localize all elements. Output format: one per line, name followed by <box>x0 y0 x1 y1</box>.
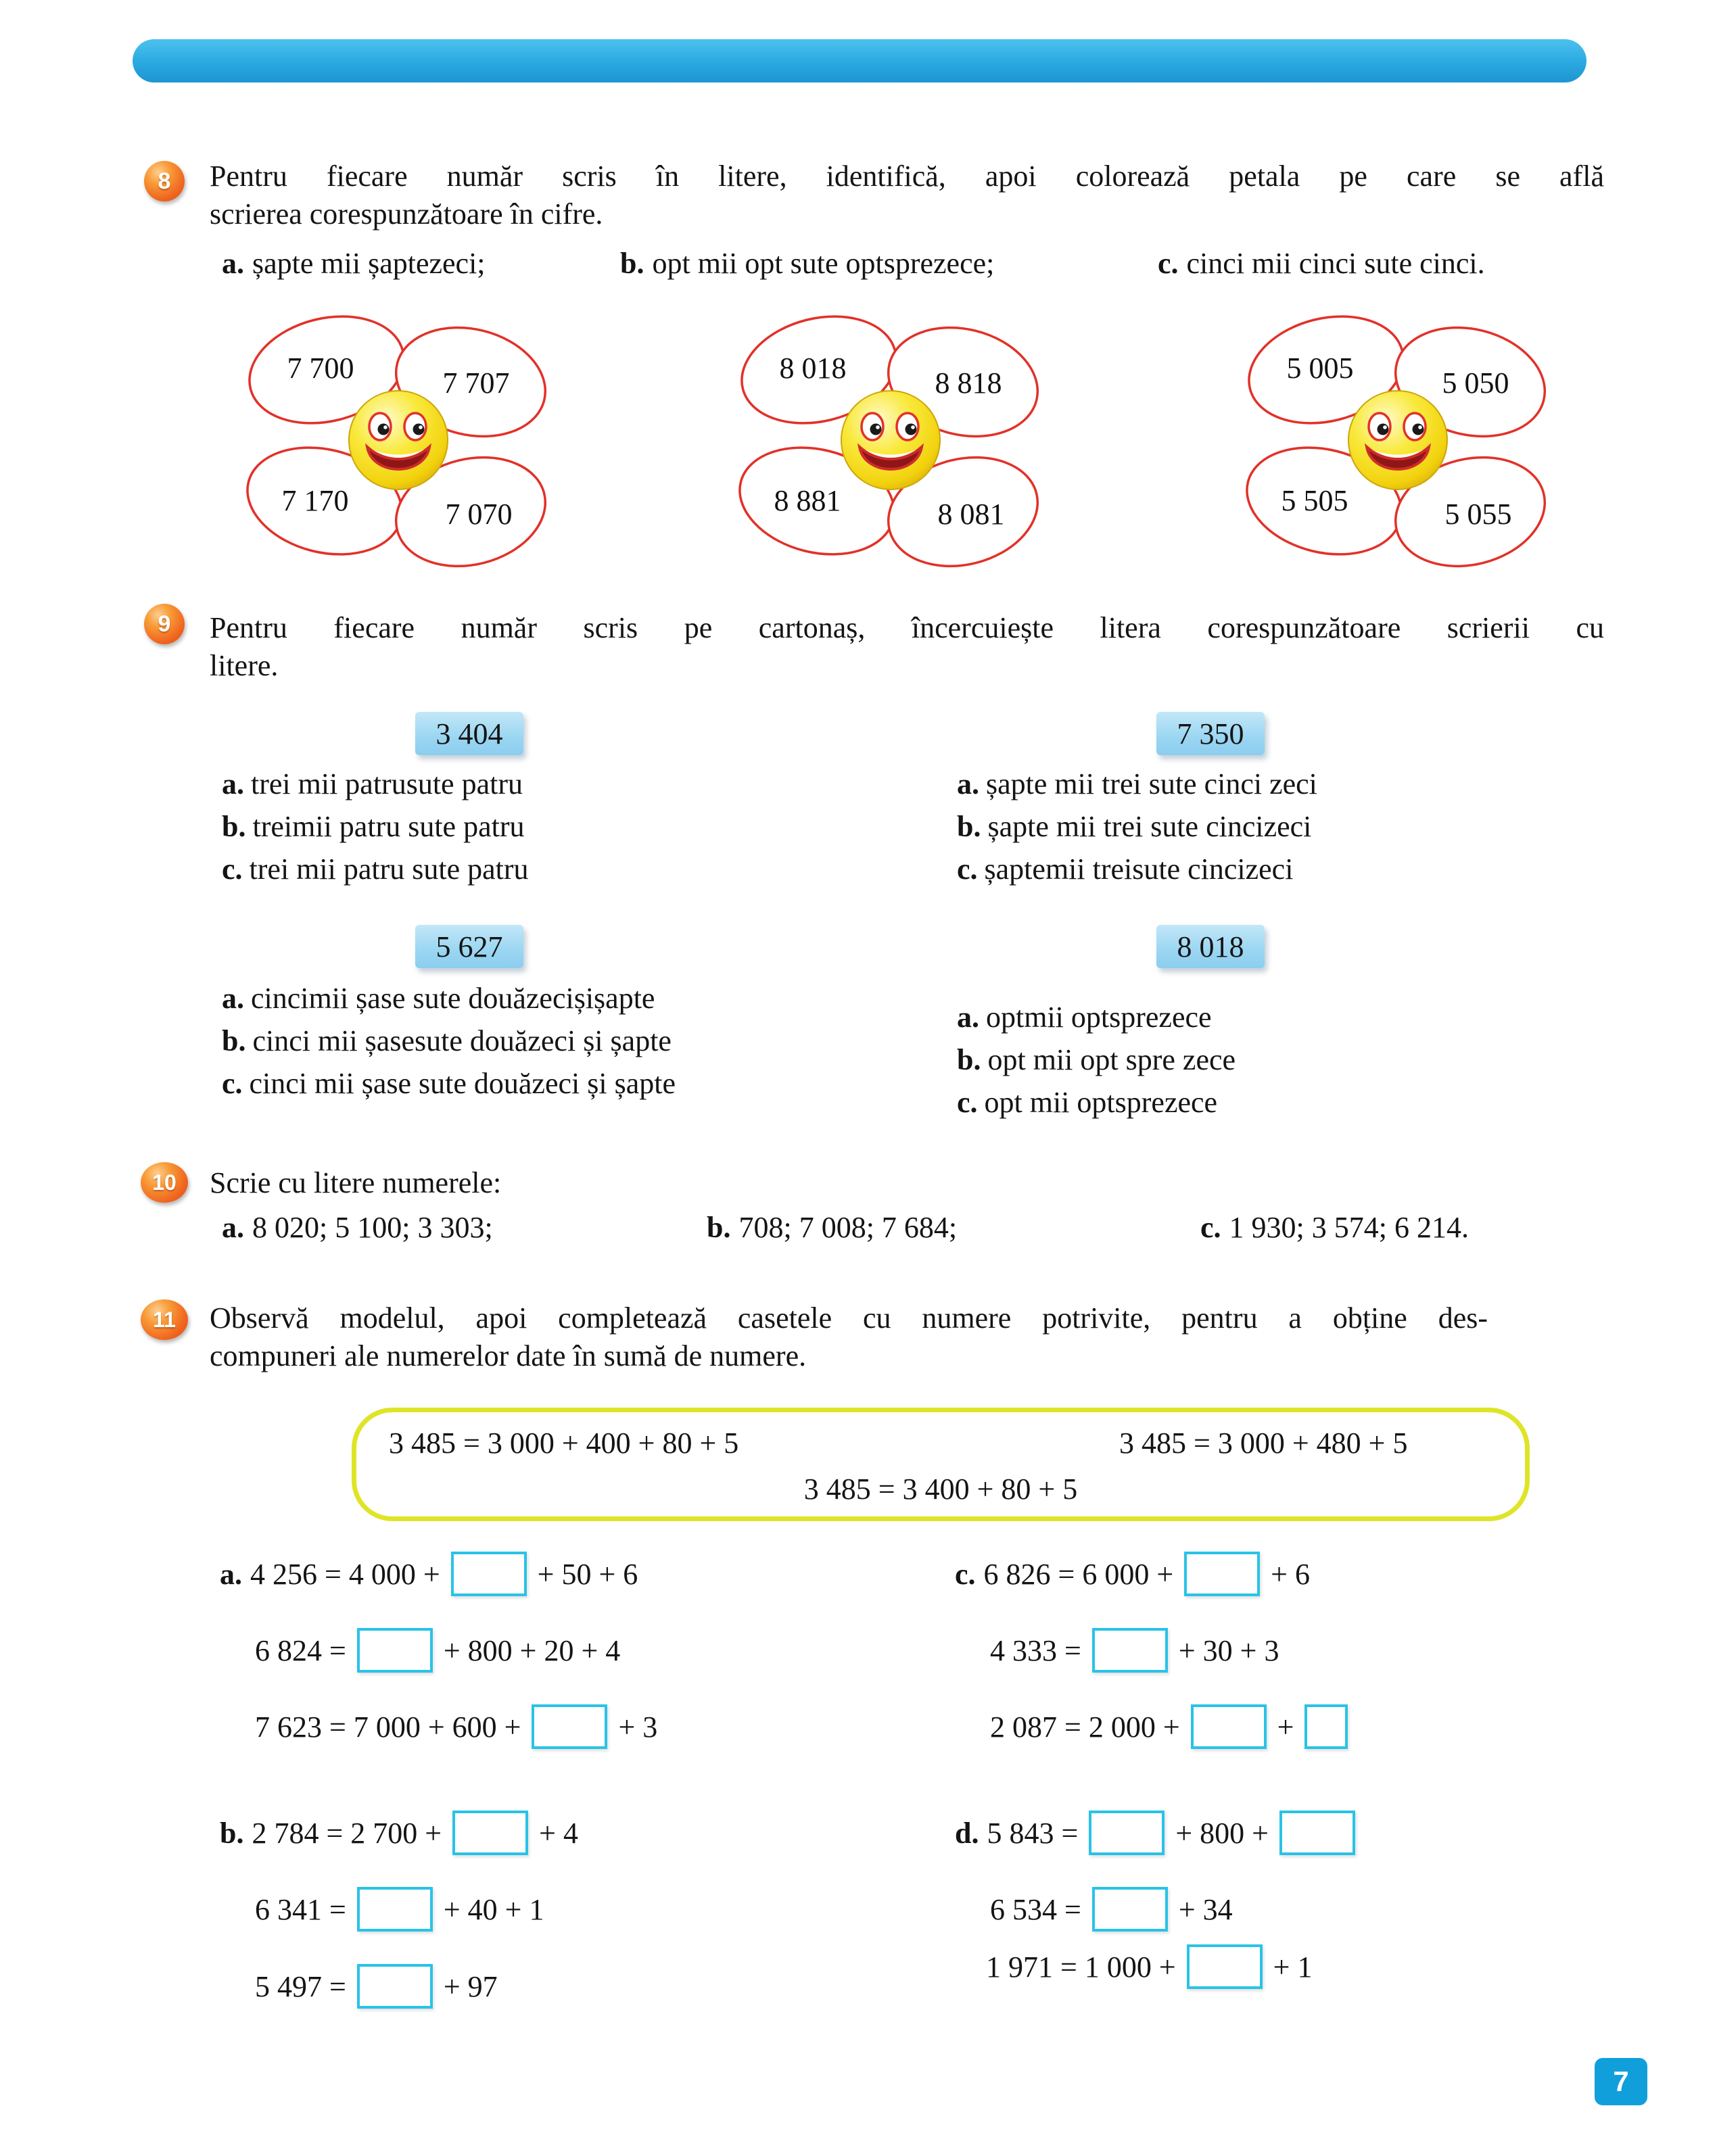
equation-row-6534: 6 534 = + 34 <box>990 1885 1233 1934</box>
equation-row-2784: b. 2 784 = 2 700 + + 4 <box>220 1808 578 1857</box>
exercise-8-item-c: c. cinci mii cinci sute cinci. <box>1158 247 1485 280</box>
equation-row-7623: 7 623 = 7 000 + 600 + + 3 <box>255 1702 657 1751</box>
flower-3 <box>1242 308 1556 578</box>
option-row: a. optmii optsprezece <box>957 1001 1212 1034</box>
petal-number: 8 818 <box>935 366 1002 400</box>
intro-line: Observă modelul, apoi completează casetele cu numere potrivite, pentru a obține des- <box>210 1301 1488 1335</box>
option-letter[interactable]: b. <box>222 1024 246 1057</box>
option-letter[interactable]: b. <box>957 1043 981 1076</box>
intro-line: scrierea corespunzătoare în cifre. <box>210 197 603 231</box>
answer-box[interactable] <box>1089 1811 1165 1855</box>
item-letter: a. <box>220 1557 242 1591</box>
exercise-10-item-a: a. 8 020; 5 100; 3 303; <box>222 1211 493 1244</box>
answer-box[interactable] <box>357 1628 433 1673</box>
option-letter[interactable]: b. <box>222 810 246 843</box>
smiley-face <box>349 391 448 489</box>
option-letter[interactable]: c. <box>957 853 978 886</box>
exercise-10-item-b: b. 708; 7 008; 7 684; <box>707 1211 958 1244</box>
model-box <box>352 1408 1530 1521</box>
intro-line: Pentru fiecare număr scris în litere, identifică, apoi colorează petala pe care se află <box>210 160 1604 193</box>
option-letter[interactable]: b. <box>957 810 981 843</box>
exercise-8-intro <box>210 158 1604 233</box>
item-letter: b. <box>220 1816 244 1850</box>
option-row: b. cinci mii șasesute douăzeci și șapte <box>222 1024 672 1057</box>
option-row: b. opt mii opt spre zece <box>957 1043 1236 1076</box>
equation-row-1971: 1 971 = 1 000 + + 1 <box>986 1942 1312 1991</box>
petal-number: 8 881 <box>774 484 841 517</box>
answer-box[interactable] <box>532 1704 607 1749</box>
exercise-8-badge: 8 <box>144 161 185 201</box>
item-letter: c. <box>1158 247 1179 280</box>
equation-row-4256: a. 4 256 = 4 000 + + 50 + 6 <box>220 1550 638 1598</box>
answer-box[interactable] <box>1304 1704 1348 1749</box>
item-letter: d. <box>955 1816 979 1850</box>
exercise-10-badge: 10 <box>141 1162 188 1203</box>
item-letter: c. <box>955 1557 976 1591</box>
petal-number: 7 170 <box>281 484 349 517</box>
answer-box[interactable] <box>357 1964 433 2009</box>
intro-line: compuneri ale numerelor date în sumă de numere. <box>210 1339 807 1372</box>
smiley-face <box>841 391 940 489</box>
option-letter[interactable]: a. <box>222 767 244 800</box>
equation-row-5497: 5 497 = + 97 <box>255 1962 498 2011</box>
option-letter[interactable]: a. <box>957 767 979 800</box>
number-card: 8 018 <box>1156 925 1265 968</box>
petal-number: 5 050 <box>1442 366 1509 400</box>
page-number: 7 <box>1595 2058 1647 2105</box>
option-row: a. trei mii patrusute patru <box>222 767 523 800</box>
equation-row-6824: 6 824 = + 800 + 20 + 4 <box>255 1626 620 1675</box>
answer-box[interactable] <box>1191 1704 1267 1749</box>
petal-number: 7 700 <box>287 352 354 385</box>
petal-number: 5 055 <box>1444 498 1512 531</box>
equation-row-6826: c. 6 826 = 6 000 + + 6 <box>955 1550 1310 1598</box>
equation-row-6341: 6 341 = + 40 + 1 <box>255 1885 544 1934</box>
petal-number: 7 707 <box>442 366 510 400</box>
item-letter: a. <box>222 1211 244 1244</box>
equation-row-4333: 4 333 = + 30 + 3 <box>990 1626 1279 1675</box>
answer-box[interactable] <box>452 1811 528 1855</box>
number-card: 5 627 <box>415 925 523 968</box>
option-row: a. șapte mii trei sute cinci zeci <box>957 767 1317 800</box>
answer-box[interactable] <box>451 1552 527 1596</box>
option-row: b. șapte mii trei sute cincizeci <box>957 810 1312 843</box>
answer-box[interactable] <box>1092 1628 1168 1673</box>
equation-row-2087: 2 087 = 2 000 + + <box>990 1702 1359 1751</box>
number-card: 7 350 <box>1156 712 1265 755</box>
answer-box[interactable] <box>1187 1944 1263 1989</box>
option-letter[interactable]: a. <box>957 1001 979 1034</box>
option-letter[interactable]: c. <box>222 853 243 886</box>
number-card: 3 404 <box>415 712 523 755</box>
equation-row-5843: d. 5 843 = + 800 + <box>955 1808 1366 1857</box>
exercise-11-badge: 11 <box>141 1299 188 1340</box>
exercise-10-item-c: c. 1 930; 3 574; 6 214. <box>1200 1211 1469 1244</box>
item-letter: a. <box>222 247 244 280</box>
flower-1 <box>242 308 557 578</box>
exercise-8-item-b: b. opt mii opt sute optsprezece; <box>620 247 995 280</box>
item-letter: c. <box>1200 1211 1221 1244</box>
answer-box[interactable] <box>1184 1552 1260 1596</box>
option-row: a. cincimii șase sute douăzecișișapte <box>222 982 655 1015</box>
petal-number: 5 005 <box>1286 352 1354 385</box>
exercise-11-intro <box>210 1299 1488 1375</box>
model-equation-left: 3 485 = 3 000 + 400 + 80 + 5 <box>389 1427 739 1460</box>
options-group-3404 <box>222 763 529 890</box>
answer-box[interactable] <box>1092 1887 1168 1932</box>
intro-line: Pentru fiecare număr scris pe cartonaș, încercuiește litera corespunzătoare scrierii cu <box>210 611 1604 644</box>
answer-box[interactable] <box>357 1887 433 1932</box>
answer-box[interactable] <box>1279 1811 1355 1855</box>
option-row: b. treimii patru sute patru <box>222 810 525 843</box>
exercise-9-intro <box>210 609 1604 685</box>
option-letter[interactable]: c. <box>957 1086 978 1119</box>
option-row: c. trei mii patru sute patru <box>222 853 529 886</box>
option-letter[interactable]: c. <box>222 1067 243 1100</box>
option-row: c. opt mii optsprezece <box>957 1086 1218 1119</box>
option-row: c. șaptemii treisute cincizeci <box>957 853 1294 886</box>
option-row: c. cinci mii șase sute douăzeci și șapte <box>222 1067 676 1100</box>
smiley-face <box>1348 391 1447 489</box>
exercise-9-badge: 9 <box>144 604 185 644</box>
option-letter[interactable]: a. <box>222 982 244 1015</box>
flower-2 <box>734 308 1049 578</box>
options-group-5627 <box>222 977 676 1105</box>
intro-line: litere. <box>210 649 279 682</box>
petal-number: 8 018 <box>779 352 847 385</box>
item-letter: b. <box>620 247 644 280</box>
model-equation-center: 3 485 = 3 400 + 80 + 5 <box>803 1472 1078 1506</box>
item-letter: b. <box>707 1211 731 1244</box>
options-group-7350 <box>957 763 1317 890</box>
exercise-10-intro: Scrie cu litere numerele: <box>210 1166 502 1199</box>
petal-number: 5 505 <box>1281 484 1348 517</box>
petal-number: 7 070 <box>445 498 513 531</box>
exercise-8-item-a: a. șapte mii șaptezeci; <box>222 247 486 280</box>
header-bar <box>133 39 1586 82</box>
petal-number: 8 081 <box>937 498 1005 531</box>
options-group-8018 <box>957 996 1236 1124</box>
model-equation-right: 3 485 = 3 000 + 480 + 5 <box>1119 1427 1408 1460</box>
